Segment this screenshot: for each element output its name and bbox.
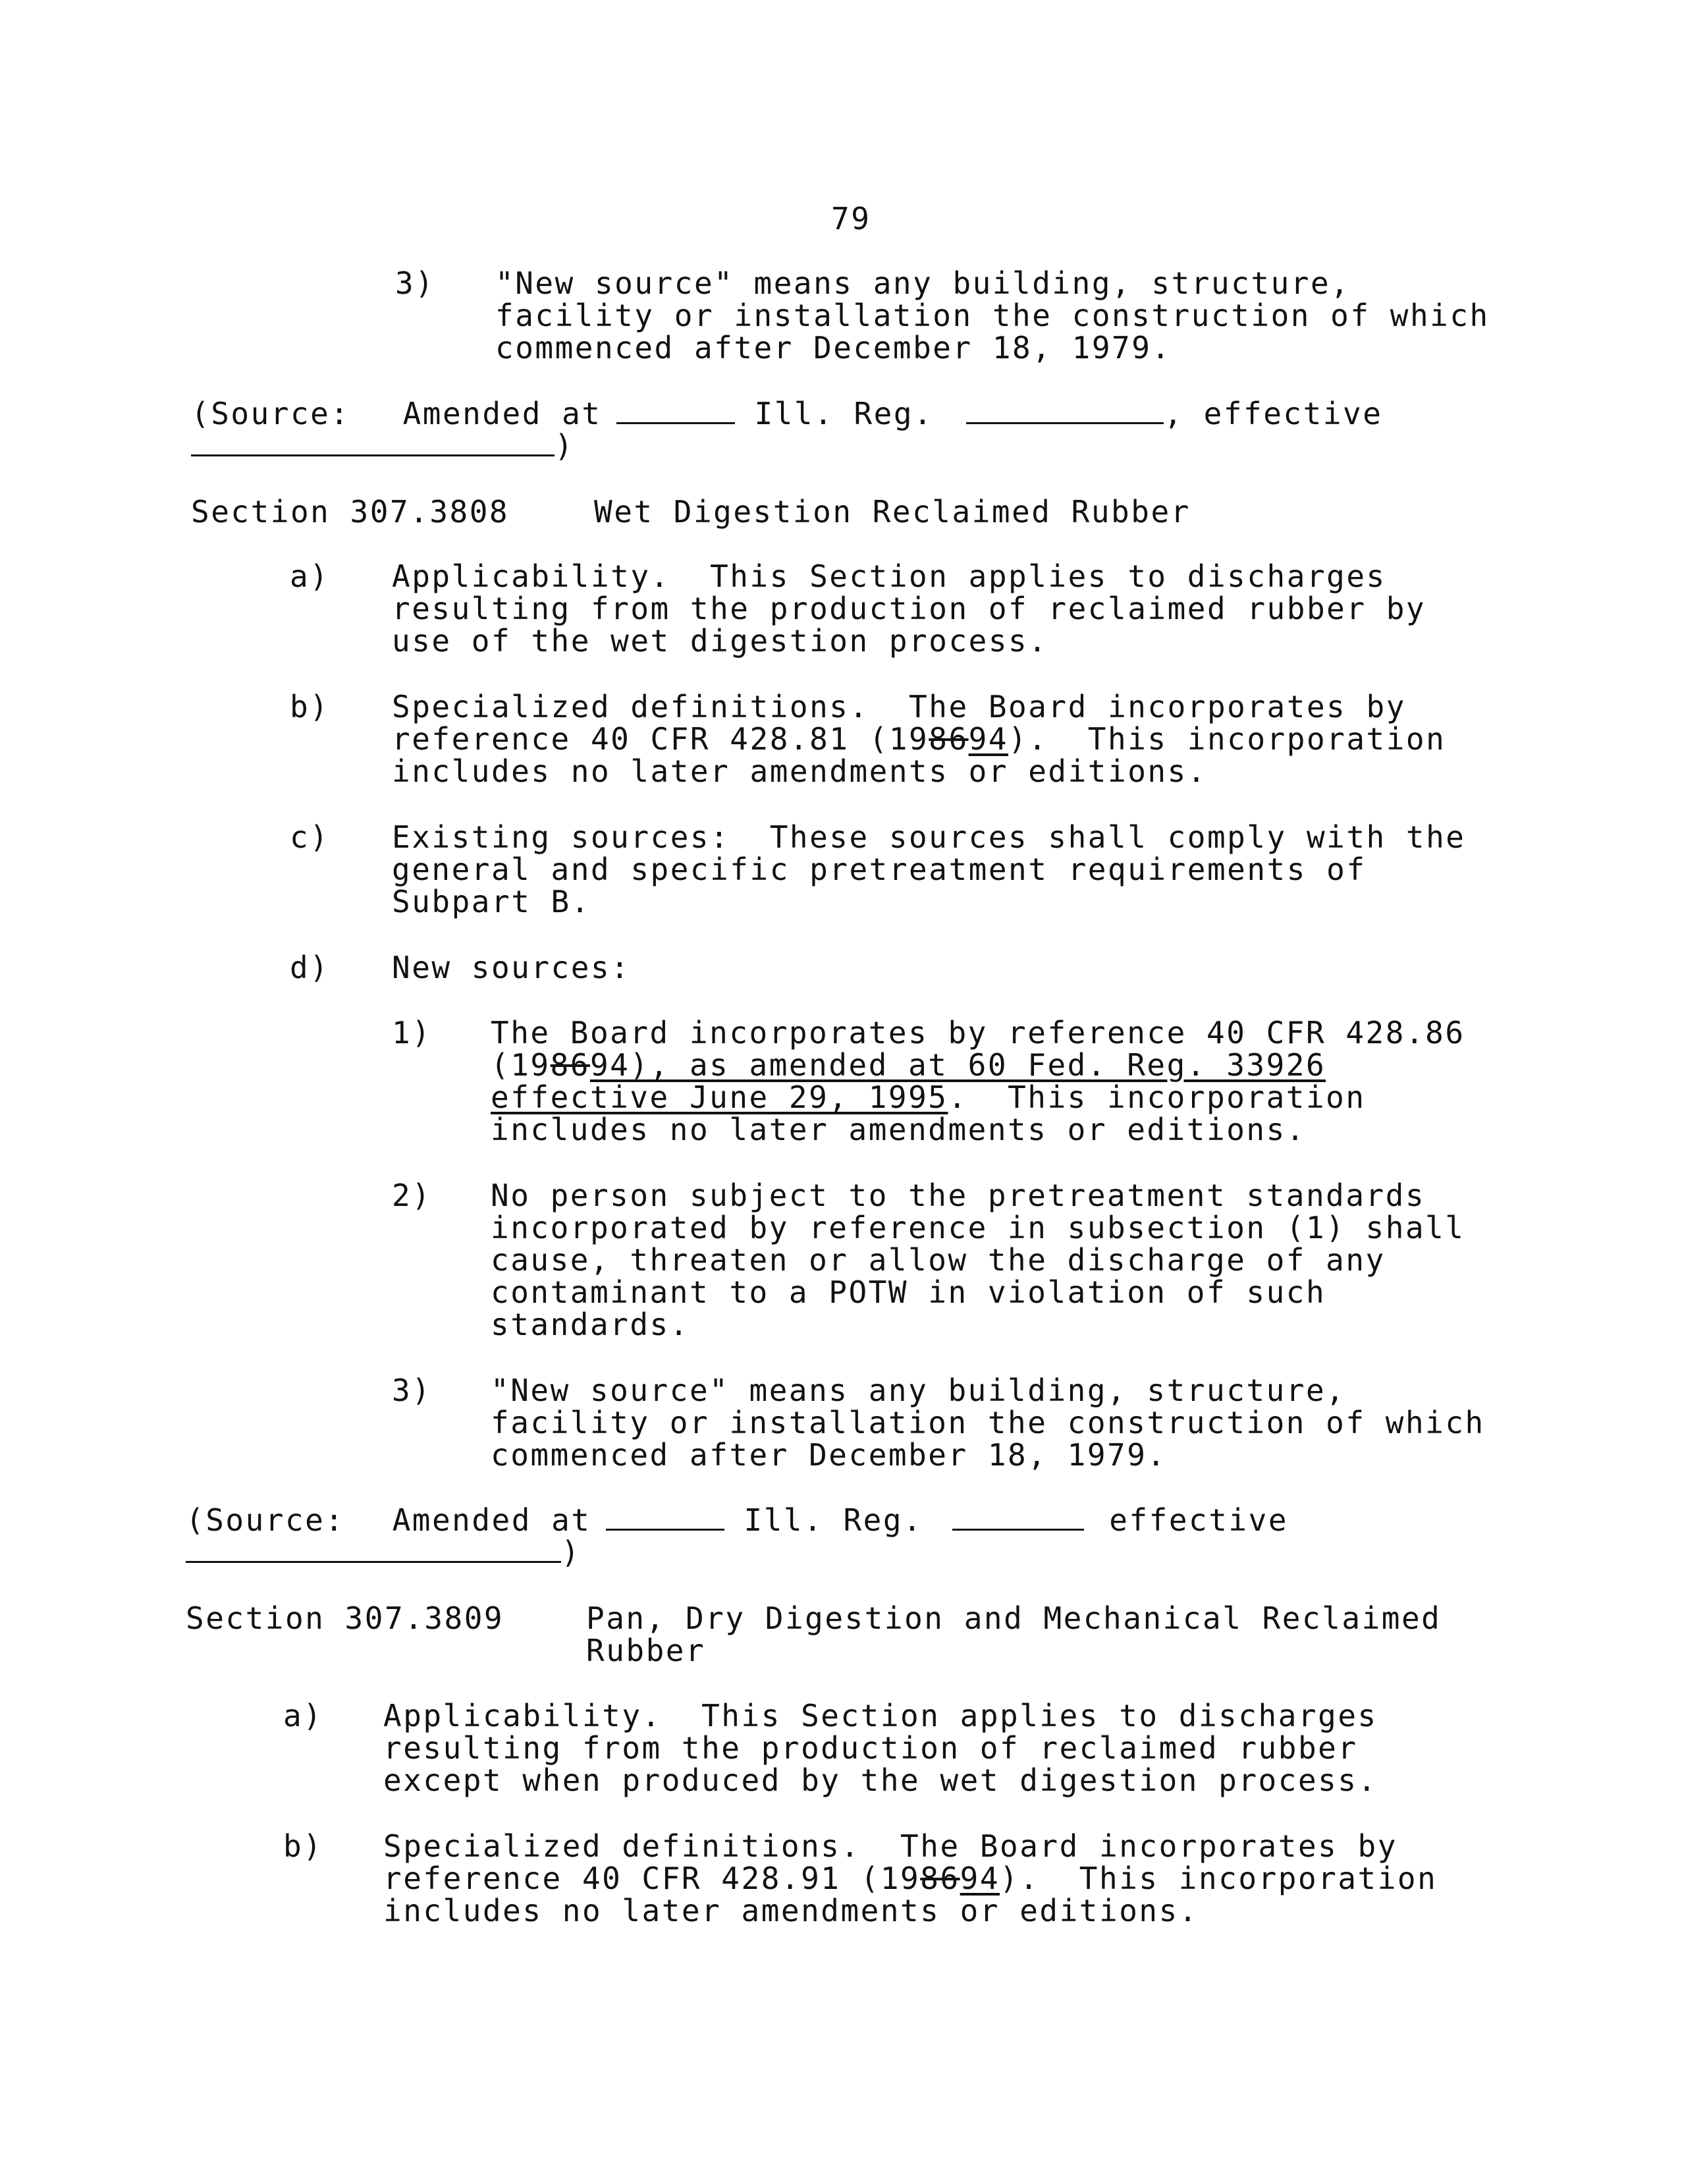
section-3808-c-line-3: Subpart B.: [392, 884, 591, 919]
section-3808-c-label: c): [290, 819, 330, 855]
inserted-text: 94), as amended at 60 Fed. Reg. 33926: [589, 1047, 1326, 1083]
d-item-3-line-2: facility or installation the construction of which: [491, 1405, 1485, 1440]
section-3808-a-line-2: resulting from the production of reclaimed rubber by: [392, 591, 1426, 626]
d-item-2-line-4: contaminant to a POTW in violation of such: [491, 1274, 1326, 1310]
page-number: 79: [831, 201, 871, 236]
text-run: reference 40 CFR 428.91 (19: [383, 1861, 921, 1896]
section-3809-a-line-3: except when produced by the wet digestion process.: [383, 1762, 1378, 1798]
section-3808-a-label: a): [290, 559, 330, 594]
text-run: . This incorporation: [948, 1079, 1366, 1115]
top-item-line-2: facility or installation the construction of which: [495, 298, 1490, 333]
d-item-2-line-2: incorporated by reference in subsection (1) shall: [491, 1210, 1465, 1245]
source-prefix: (Source:: [191, 396, 350, 431]
text-run: reference 40 CFR 428.81 (19: [392, 721, 929, 757]
source-ill-reg: Ill. Reg.: [744, 1502, 923, 1538]
source-amended-at: Amended at: [402, 396, 602, 431]
section-3808-c-line-1: Existing sources: These sources shall comply with the: [392, 819, 1466, 855]
blank-volume: [616, 398, 735, 424]
d-item-1-line-1: The Board incorporates by reference 40 CFR 428.86: [491, 1015, 1465, 1051]
blank-page: [966, 398, 1164, 424]
text-run: ). This incorporation: [1000, 1861, 1438, 1896]
source-close: ): [561, 1535, 582, 1570]
source-note-2-line-2: [186, 1536, 581, 1569]
section-3809-b-line-3: includes no later amendments or editions.: [383, 1893, 1199, 1928]
text-run: ). This incorporation: [1008, 721, 1446, 757]
section-3808-b-line-3: includes no later amendments or editions.: [392, 753, 1207, 789]
section-3808-b-line-1: Specialized definitions. The Board incorporates by: [392, 689, 1406, 724]
deleted-text: 86: [550, 1047, 590, 1083]
d-item-2-line-5: standards.: [491, 1307, 690, 1342]
section-3808-a-line-1: Applicability. This Section applies to discharges: [392, 559, 1386, 594]
source-amended-at: Amended at: [392, 1502, 591, 1538]
inserted-text: effective June 29, 1995: [491, 1079, 948, 1115]
blank-page: [952, 1505, 1084, 1531]
source-note-2: [186, 1504, 1288, 1537]
blank-date: [191, 431, 555, 456]
d-item-3-number: 3): [392, 1373, 432, 1408]
text-run: (19: [491, 1047, 551, 1083]
source-close: ): [555, 428, 575, 464]
section-3809-number: Section 307.3809: [186, 1600, 504, 1636]
section-3808-number: Section 307.3808: [191, 494, 510, 530]
inserted-text: 94: [960, 1861, 1000, 1896]
section-3809-a-label: a): [283, 1698, 323, 1734]
d-item-3-line-1: "New source" means any building, structure,: [491, 1373, 1346, 1408]
top-item-line-1: "New source" means any building, structure,: [495, 265, 1351, 301]
section-3808-b-line-2: [392, 723, 1446, 755]
deleted-text: 86: [920, 1861, 960, 1896]
section-3808-d-text: New sources:: [392, 950, 631, 985]
inserted-text: 94: [968, 721, 1009, 757]
d-item-3-line-3: commenced after December 18, 1979.: [491, 1437, 1167, 1473]
section-3809-b-line-1: Specialized definitions. The Board incorporates by: [383, 1828, 1397, 1864]
blank-date: [186, 1537, 561, 1563]
source-ill-reg: Ill. Reg.: [754, 396, 934, 431]
d-item-1-line-3: [491, 1081, 1366, 1114]
section-3809-a-line-1: Applicability. This Section applies to discharges: [383, 1698, 1378, 1734]
source-note-1: [191, 397, 1382, 430]
section-3808-a-line-3: use of the wet digestion process.: [392, 623, 1048, 659]
section-3809-a-line-2: resulting from the production of reclaimed rubber: [383, 1730, 1358, 1766]
section-3808-d-label: d): [290, 950, 330, 985]
section-3809-title-line-2: Rubber: [586, 1633, 706, 1668]
blank-volume: [606, 1505, 724, 1531]
source-effective: effective: [1109, 1502, 1289, 1538]
d-item-1-line-2: [491, 1049, 1326, 1081]
source-effective: , effective: [1164, 396, 1383, 431]
top-item-line-3: commenced after December 18, 1979.: [495, 330, 1172, 366]
d-item-1-number: 1): [392, 1015, 432, 1051]
section-3809-b-label: b): [283, 1828, 323, 1864]
source-prefix: (Source:: [186, 1502, 345, 1538]
d-item-2-number: 2): [392, 1178, 432, 1213]
section-3808-title: Wet Digestion Reclaimed Rubber: [594, 494, 1191, 530]
section-3808-b-label: b): [290, 689, 330, 724]
source-note-1-line-2: [191, 429, 574, 462]
section-3809-title-line-1: Pan, Dry Digestion and Mechanical Reclaimed: [586, 1600, 1442, 1636]
d-item-2-line-3: cause, threaten or allow the discharge of any: [491, 1242, 1386, 1278]
d-item-2-line-1: No person subject to the pretreatment standards: [491, 1178, 1426, 1213]
deleted-text: 86: [929, 721, 969, 757]
d-item-1-line-4: includes no later amendments or editions.: [491, 1112, 1306, 1147]
section-3809-b-line-2: [383, 1862, 1437, 1895]
section-3808-c-line-2: general and specific pretreatment requirements of: [392, 852, 1367, 887]
top-item-number: 3): [395, 265, 435, 301]
